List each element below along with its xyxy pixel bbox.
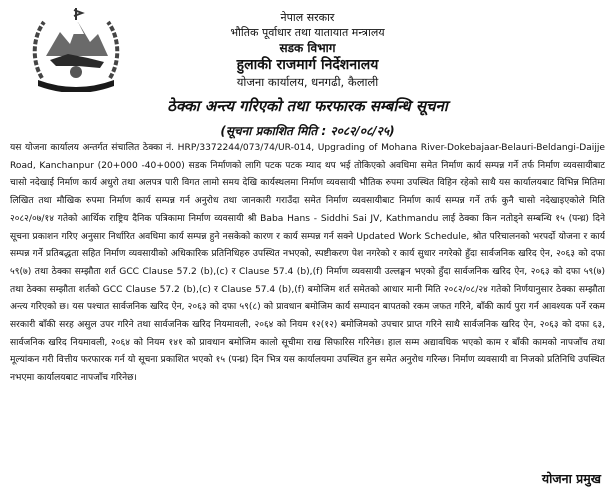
- signature: योजना प्रमुख: [541, 471, 601, 486]
- header-directorate: हुलाकी राजमार्ग निर्देशनालय: [236, 57, 379, 73]
- publish-date: (सूचना प्रकाशित मिति : २०८२/०८/२५): [220, 124, 395, 138]
- header-office: योजना कार्यालय, धनगढी, कैलाली: [236, 75, 379, 89]
- notice-title: ठेक्का अन्त्य गरिएको तथा फरफारक सम्बन्धि सूचना: [167, 97, 448, 115]
- header-government: नेपाल सरकार: [280, 11, 335, 24]
- header-department: सडक विभाग: [279, 41, 336, 55]
- header-ministry: भौतिक पूर्वाधार तथा यातायात मन्त्रालय: [230, 26, 385, 39]
- notice-body: यस योजना कार्यालय अन्तर्गत संचालित ठेक्का नं. HRP/3372244/073/74/UR-014, Upgrading of Mohana River-Dokebajaar-Belauri-Beldangi-Daijje Road, Kanchanpur (20+000 -40+000) सडक निर्माणको लागि पटक पटक म्याद थप भई तोकिएको अवधिमा समेत निर्माण कार्य सम्पन्न गर्ने तर्फ निर्माण व्यवसायीबाट चासो नदेखाई निर्माण कार्य अधुरो तथा अलपत्र पारी विगत लामो समय देखि कार्यस्थलमा निर्माण व्यवसायी भौतिक रुपमा उपस्थित विहिन रहेको साथै यस कार्यालयबाट विभिन्न मितिमा लिखित तथा मौखिक रुपमा निर्माण कार्य सम्पन्न गर्न अनुरोध तथा जानकारी गराउँदा समेत निर्माण व्यवसायीबाट निर्माण कार्य सम्पन्न गर्ने तर्फ कुनै चासो नदेखाइएकोले मिति २०८२/०७/१४ गतेको आर्थिक राष्ट्रिय दैनिक पत्रिकामा निर्माण व्यवसायी श्री Baba Hans - Siddhi Sai JV, Kathmandu लाई ठेक्का किन नतोड्ने सम्बन्धि १५ (पन्ध्र) दिने सूचना प्रकाशन गरिए अनुसार निर्धारित अवधिमा कार्य सम्पन्न हुने नसकेको कारण र कार्य सम्पन्न गर्न सक्ने Updated Work Schedule, श्रोत परिचालनको भरपर्दो योजना र कार्य सम्पन्न गर्ने प्रतिबद्धता सहित निर्माण व्यवसायीको अधिकारिक प्रतिनिधिहरु उपस्थित नभएको, स्पष्टीकरण पेश नगरेको र कार्य सुधार नगरेको हुँदा सार्वजनिक खरिद ऐन, २०६३ को दफा ५९(७) तथा ठेक्का सम्झौता शर्त GCC Clause 57.2 (b),(c) र Clause 57.4 (b),(f) निर्माण व्यवसायी उल्लङ्घन भएको हुँदा सार्वजनिक खरिद ऐन, २०६३ को दफा ५९(७) तथा ठेक्का सम्झौता शर्तको GCC Clause 57.2 (b),(c) र Clause 57.4 (b),(f) बमोजिम शर्त समेतको आधार मानी मिति २०८२/०८/२४ गतेको निर्णयानुसार ठेक्का सम्झौता अन्त्य गरिएको छ। यस पश्चात सार्वजनिक खरिद ऐन, २०६३ को दफा ५९(८) को प्रावधान बमोजिम कार्य सम्पादन बापतको रकम जफत गरिने, बाँकी कार्य पुरा गर्न आवश्यक पर्ने रकम सरकारी बाँकी सरह असुल उपर गरिने तथा सार्वजनिक खरिद नियमावली, २०६४ को नियम १२(१२) बमोजिमको उपचार प्राप्त गरिने साथै सार्वजनिक खरिद ऐन, २०६३ को दफा ६३, सार्वजनिक खरिद नियमावली, २०६४ को नियम १४१ को प्रावधान बमोजिम कालो सूचीमा राख सिफारिस गरिनेछ। हाल सम्म अद्यावधिक भएको काम र बाँकी कामको नापजाँच तथा मूल्यांकन गरी वित्तीय फरफारक गर्न यो सूचना प्रकाशित भएको १५ (पन्ध्र) दिन भित्र यस कार्यालयमा उपस्थित हुन समेत अनुरोध गरिन्छ। निर्माण व्यवसायी वा निजको प्रतिनिधि उपस्थित नभएमा कार्यालयबाट नापजाँच गरिनेछ।: [10, 143, 605, 384]
